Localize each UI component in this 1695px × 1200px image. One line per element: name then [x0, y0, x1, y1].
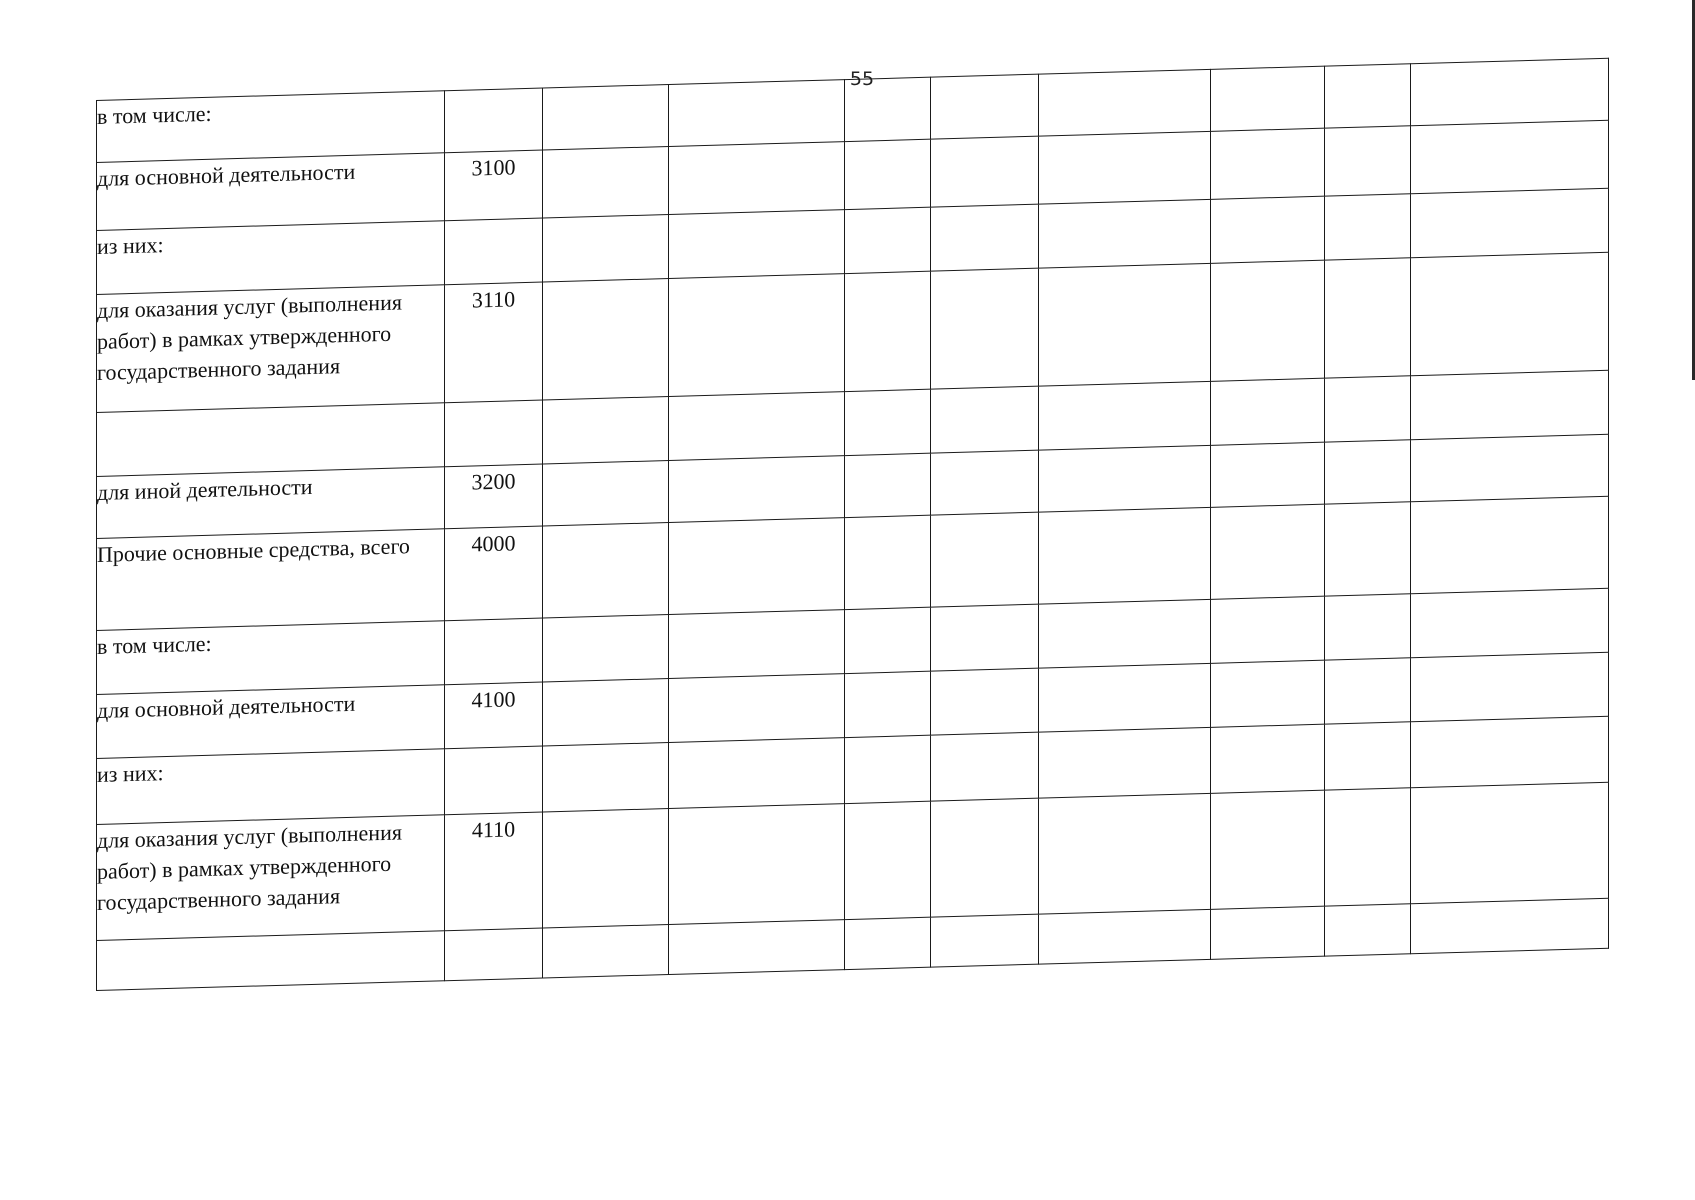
empty-value-cell: [1211, 66, 1325, 131]
empty-value-cell: [931, 798, 1039, 917]
empty-value-cell: [669, 518, 845, 615]
empty-value-cell: [543, 523, 669, 619]
empty-value-cell: [1411, 252, 1609, 376]
empty-value-cell: [1325, 194, 1411, 260]
empty-value-cell: [845, 801, 931, 919]
empty-value-cell: [845, 917, 931, 969]
empty-value-cell: [1411, 588, 1609, 658]
row-label-cell: из них:: [97, 749, 445, 825]
row-code-cell: 3100: [445, 150, 543, 221]
empty-value-cell: [669, 456, 845, 523]
row-code-cell: [445, 618, 543, 685]
row-code-cell: [445, 218, 543, 285]
empty-value-cell: [1325, 788, 1411, 906]
empty-value-cell: [931, 604, 1039, 671]
empty-value-cell: [1039, 381, 1211, 450]
empty-value-cell: [543, 279, 669, 401]
empty-value-cell: [1411, 58, 1609, 126]
table-container: [96, 58, 1608, 991]
row-label-cell: в том числе:: [97, 621, 445, 695]
empty-value-cell: [845, 389, 931, 455]
empty-value-cell: [931, 204, 1039, 271]
empty-value-cell: [543, 397, 669, 465]
table-body: [97, 58, 1609, 990]
empty-value-cell: [1211, 596, 1325, 663]
empty-value-cell: [543, 615, 669, 683]
empty-value-cell: [1039, 69, 1211, 136]
empty-value-cell: [931, 74, 1039, 139]
empty-value-cell: [845, 139, 931, 209]
empty-value-cell: [1325, 594, 1411, 660]
empty-value-cell: [931, 668, 1039, 735]
empty-value-cell: [1411, 782, 1609, 904]
empty-value-cell: [931, 386, 1039, 453]
row-code-cell: [445, 88, 543, 153]
empty-value-cell: [845, 735, 931, 803]
row-code-cell: 4100: [445, 682, 543, 749]
empty-value-cell: [1039, 507, 1211, 604]
empty-value-cell: [669, 738, 845, 809]
row-code-cell: [445, 746, 543, 815]
empty-value-cell: [1411, 434, 1609, 502]
row-code-cell: [445, 928, 543, 981]
empty-value-cell: [1411, 188, 1609, 258]
empty-value-cell: [845, 77, 931, 141]
empty-value-cell: [845, 453, 931, 517]
empty-value-cell: [1325, 376, 1411, 442]
empty-value-cell: [845, 515, 931, 609]
empty-value-cell: [931, 914, 1039, 967]
empty-value-cell: [669, 804, 845, 925]
row-code-cell: 3200: [445, 464, 543, 529]
empty-value-cell: [1039, 263, 1211, 386]
empty-value-cell: [1211, 378, 1325, 445]
row-label-cell: [97, 931, 445, 991]
empty-value-cell: [669, 80, 845, 147]
row-code-cell: 4110: [445, 812, 543, 931]
empty-value-cell: [1325, 64, 1411, 128]
empty-value-cell: [845, 207, 931, 273]
empty-value-cell: [1325, 722, 1411, 790]
empty-value-cell: [669, 610, 845, 679]
row-label-cell: в том числе:: [97, 91, 445, 163]
empty-value-cell: [1211, 790, 1325, 909]
empty-value-cell: [1211, 660, 1325, 727]
empty-value-cell: [669, 674, 845, 743]
empty-value-cell: [845, 271, 931, 391]
empty-value-cell: [669, 210, 845, 279]
empty-value-cell: [543, 809, 669, 929]
empty-value-cell: [1411, 496, 1609, 594]
empty-value-cell: [669, 392, 845, 461]
empty-value-cell: [1211, 724, 1325, 793]
row-label-cell: для основной деятельности: [97, 153, 445, 231]
empty-value-cell: [931, 512, 1039, 607]
row-code-cell: 4000: [445, 526, 543, 621]
empty-value-cell: [931, 136, 1039, 207]
empty-value-cell: [931, 732, 1039, 801]
empty-value-cell: [1325, 440, 1411, 504]
empty-value-cell: [1039, 445, 1211, 512]
row-label-cell: [97, 403, 445, 477]
empty-value-cell: [543, 85, 669, 151]
empty-value-cell: [845, 671, 931, 737]
empty-value-cell: [1039, 663, 1211, 732]
empty-value-cell: [1411, 370, 1609, 440]
row-label-cell: из них:: [97, 221, 445, 295]
empty-value-cell: [1039, 909, 1211, 964]
empty-value-cell: [543, 743, 669, 813]
page-number: 55: [849, 68, 875, 90]
empty-value-cell: [543, 679, 669, 747]
empty-value-cell: [1325, 502, 1411, 596]
empty-value-cell: [543, 147, 669, 219]
empty-value-cell: [1411, 898, 1609, 954]
empty-value-cell: [1411, 120, 1609, 194]
row-code-cell: [445, 400, 543, 467]
empty-value-cell: [931, 450, 1039, 515]
empty-value-cell: [1411, 716, 1609, 788]
empty-value-cell: [1039, 199, 1211, 268]
row-label-cell: для иной деятельности: [97, 467, 445, 539]
empty-value-cell: [1039, 727, 1211, 798]
empty-value-cell: [1325, 658, 1411, 724]
empty-value-cell: [543, 461, 669, 527]
empty-value-cell: [845, 607, 931, 673]
empty-value-cell: [931, 268, 1039, 389]
empty-value-cell: [1325, 258, 1411, 378]
row-label-cell: Прочие основные средства, всего: [97, 529, 445, 631]
empty-value-cell: [1211, 128, 1325, 199]
empty-value-cell: [1039, 131, 1211, 204]
empty-value-cell: [1325, 904, 1411, 956]
empty-value-cell: [669, 274, 845, 397]
data-table: [96, 58, 1609, 991]
empty-value-cell: [543, 925, 669, 979]
empty-value-cell: [1411, 652, 1609, 722]
empty-value-cell: [1211, 442, 1325, 507]
empty-value-cell: [669, 142, 845, 215]
empty-value-cell: [1211, 504, 1325, 599]
row-code-cell: 3110: [445, 282, 543, 403]
empty-value-cell: [1325, 126, 1411, 196]
empty-value-cell: [1039, 793, 1211, 914]
empty-value-cell: [1039, 599, 1211, 668]
row-label-cell: для основной деятельности: [97, 685, 445, 759]
empty-value-cell: [1211, 906, 1325, 959]
row-label-cell: для оказания услуг (выполнения работ) в рамках утвержденного государственного задания: [97, 815, 445, 941]
empty-value-cell: [1211, 260, 1325, 381]
empty-value-cell: [669, 920, 845, 975]
empty-value-cell: [1211, 196, 1325, 263]
row-label-cell: для оказания услуг (выполнения работ) в рамках утвержденного государственного задания: [97, 285, 445, 413]
empty-value-cell: [543, 215, 669, 283]
